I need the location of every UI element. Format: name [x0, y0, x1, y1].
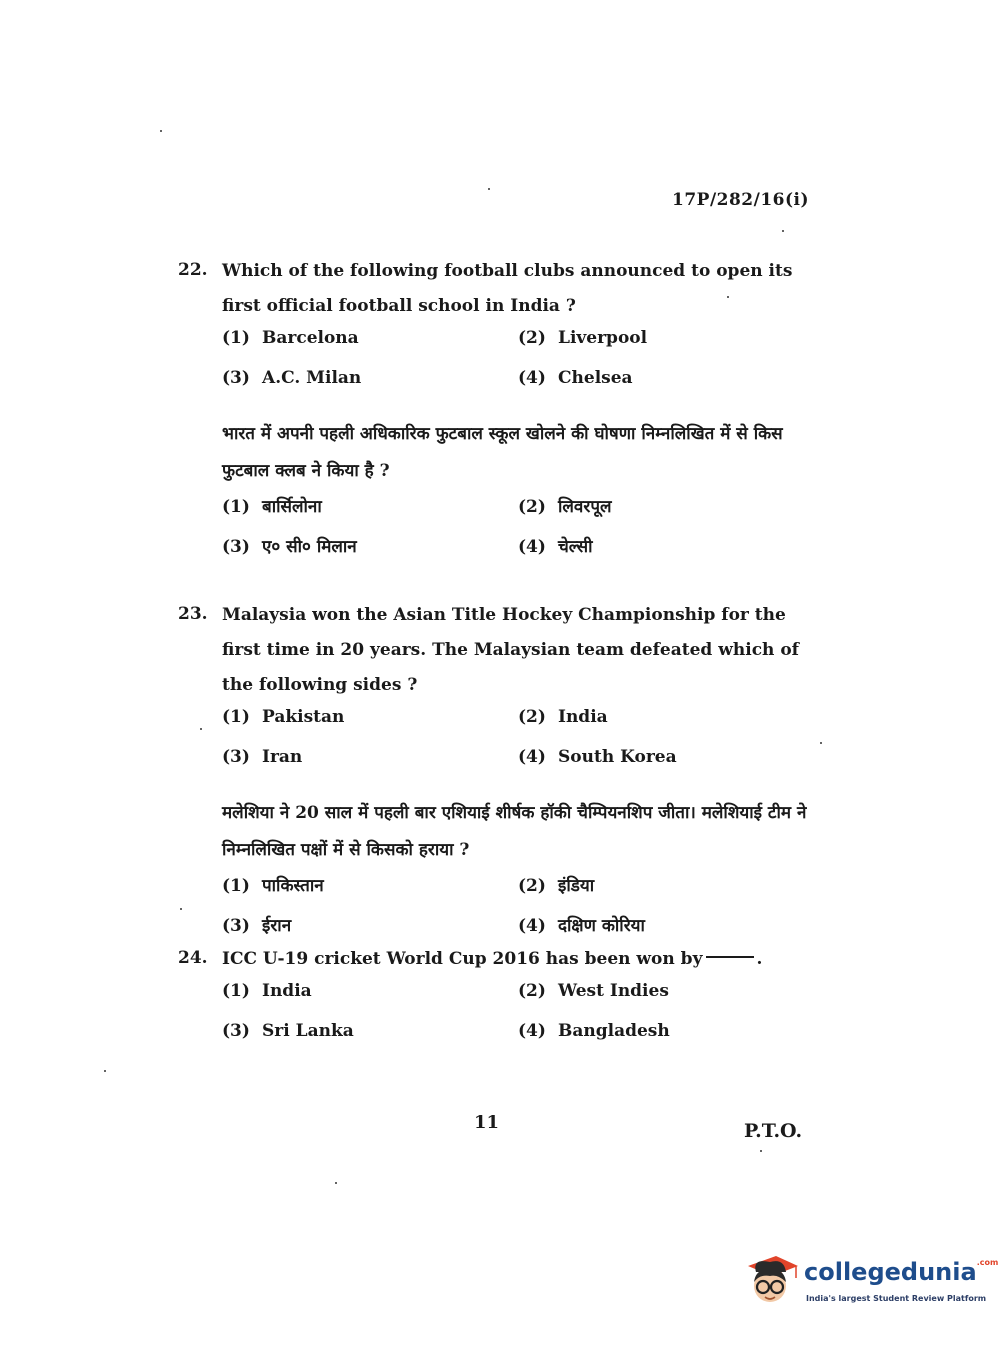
brand-tagline: India's largest Student Review Platform [806, 1294, 987, 1303]
option-2: (2) India [518, 707, 608, 727]
question-text-en: Which of the following football clubs announced to open its first official football school in India ? [222, 261, 793, 316]
scan-speck [782, 230, 784, 232]
scan-speck [104, 1070, 106, 1072]
scan-speck [180, 908, 182, 910]
option-3: (3) A.C. Milan [222, 368, 362, 388]
question-number: 22. [178, 260, 208, 280]
scan-speck [200, 728, 202, 730]
brand-name: collegedunia$^{.com}$ [804, 1258, 999, 1286]
pto-label: P.T.O. [744, 1120, 803, 1142]
option-1: (1) India [222, 981, 312, 1001]
question-number: 23. [178, 604, 208, 624]
option-2-hi: (2) लिवरपूल [518, 497, 612, 517]
option-4-hi: (4) चेल्सी [518, 537, 593, 557]
question-text-en: ICC U-19 cricket World Cup 2016 has been won by . [222, 949, 763, 969]
options-en [222, 981, 818, 1059]
option-3-hi: (3) ए० सी० मिलान [222, 537, 357, 557]
scan-speck [760, 1150, 762, 1152]
question-23 [178, 598, 818, 951]
option-4: (4) Bangladesh [518, 1021, 670, 1041]
page-number: 11 [474, 1112, 500, 1133]
option-3-hi: (3) ईरान [222, 916, 292, 936]
answer-blank [706, 956, 754, 958]
question-text-hi: भारत में अपनी पहली अधिकारिक फुटबाल स्कूल खोलने की घोषणा निम्नलिखित में से किस फुटबाल क्लब ने किया है ? [222, 424, 783, 481]
option-1-hi: (1) पाकिस्तान [222, 876, 324, 896]
scan-speck [820, 742, 822, 744]
option-3: (3) Sri Lanka [222, 1021, 354, 1041]
option-3: (3) Iran [222, 747, 303, 767]
option-2: (2) Liverpool [518, 328, 648, 348]
scan-speck [488, 188, 490, 190]
option-1: (1) Pakistan [222, 707, 345, 727]
scan-speck [160, 130, 162, 132]
student-mascot-icon [742, 1252, 800, 1310]
options-en [222, 328, 818, 406]
question-24 [178, 942, 818, 1059]
question-text-en: Malaysia won the Asian Title Hockey Championship for the first time in 20 years. The Malaysian team defeated which of the following sides ? [222, 605, 799, 695]
question-number: 24. [178, 948, 208, 968]
option-2: (2) West Indies [518, 981, 669, 1001]
options-hi [222, 873, 818, 951]
scan-speck [335, 1182, 337, 1184]
option-4: (4) Chelsea [518, 368, 633, 388]
option-1-hi: (1) बार्सिलोना [222, 497, 322, 517]
option-4-hi: (4) दक्षिण कोरिया [518, 916, 645, 936]
option-2-hi: (2) इंडिया [518, 876, 595, 896]
question-text-hi: मलेशिया ने 20 साल में पहली बार एशियाई शीर्षक हॉकी चैम्पियनशिप जीता। मलेशियाई टीम ने निम्नलिखित पक्षों में से किसको हराया ? [222, 803, 807, 860]
paper-code: 17P/282/16(i) [672, 190, 810, 210]
option-1: (1) Barcelona [222, 328, 359, 348]
scan-speck [727, 296, 729, 298]
options-hi [222, 494, 818, 572]
option-4: (4) South Korea [518, 747, 677, 767]
question-22 [178, 254, 818, 572]
collegedunia-logo [742, 1252, 999, 1312]
options-en [222, 707, 818, 785]
